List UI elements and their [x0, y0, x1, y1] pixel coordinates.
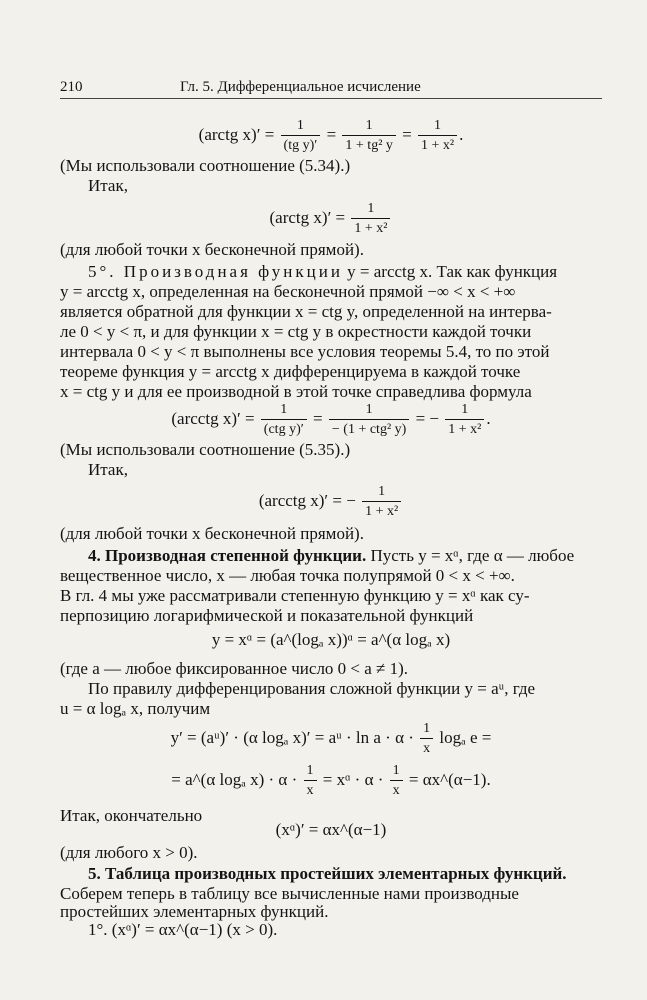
- fraction: [418, 118, 457, 154]
- eq2-lhs: (arctg x)′ =: [269, 208, 346, 227]
- denominator: x: [420, 738, 433, 757]
- note-a-fixed: (где a — любое фиксированное число 0 < a ≠ 1).: [60, 659, 409, 678]
- fraction: [351, 201, 390, 237]
- eq1-lhs: (arctg x)′ =: [198, 125, 275, 144]
- fraction: [261, 402, 307, 438]
- fraction: [342, 118, 395, 154]
- para5-line3: является обратной для функции x = ctg y, определенной на интерва-: [60, 302, 552, 321]
- formula-arcctg-result: [60, 480, 602, 522]
- numerator: 1: [378, 484, 386, 500]
- final-intro: Итак, окончательно: [60, 806, 203, 825]
- formula-power-derivative: (xᵅ)′ = αx^(α−1): [275, 820, 387, 839]
- post-power: (для любого x > 0).: [60, 843, 198, 862]
- denominator: x: [390, 780, 403, 799]
- header-rule: [60, 98, 602, 99]
- denominator: 1 + x²: [445, 419, 484, 438]
- eq4-lhs: (arcctg x)′ = −: [258, 491, 356, 510]
- eq6-part2: logₐ e =: [439, 728, 492, 747]
- denominator: 1 + x²: [418, 135, 457, 154]
- numerator: 1: [434, 118, 442, 134]
- formula-arctg-derivation: (arctg x)′ = $\frac{1}{\text{(tg y)′}}$ = $\frac{1}{\text{1 + tg² y}}$ = $\frac{1}{\text{1 + x²}}$ .: [198, 118, 464, 154]
- denominator: 1 + x²: [351, 218, 390, 237]
- numerator: 1: [367, 201, 375, 217]
- sec5-line3: простейших элементарных функций.: [60, 902, 329, 921]
- sec5-line2: Соберем теперь в таблицу все вычисленные нами производные: [60, 884, 519, 903]
- eq7-part1: = a^(α logₐ x) · α ·: [171, 770, 298, 789]
- sec4-line4: перпозицию логарифмической и показательной функций: [60, 606, 474, 625]
- eq3-equals: = −: [415, 409, 439, 428]
- page-number: 210: [60, 79, 83, 95]
- eq7-part2: = xᵅ · α ·: [322, 770, 384, 789]
- eq7-part3: = αx^(α−1).: [408, 770, 491, 789]
- numerator: 1: [461, 402, 469, 418]
- numerator: 1: [365, 402, 373, 418]
- formula-power-as-exponent: y = xᵅ = (a^(logₐ x))ᵅ = a^(α logₐ x): [211, 630, 451, 649]
- para5-line2: y = arcctg x, определенная на бесконечной прямой −∞ < x < +∞: [60, 282, 516, 301]
- post-arcctg: (для любой точки x бесконечной прямой).: [60, 524, 364, 543]
- formula-arcctg-derivation: (arcctg x)′ = $\frac{1}{\text{(ctg y)′}}$ = $\frac{1}{\text{− (1 + ctg² y)}}$ = − $\frac{1}{\text{1 + x²}}$ .: [171, 402, 491, 438]
- formula-chain-derivative: [60, 718, 602, 758]
- para5-line5: интервала 0 < y < π выполнены все условия теоремы 5.4, то по этой: [60, 342, 550, 361]
- formula-chain-simplified: [60, 760, 602, 800]
- numerator: 1: [392, 763, 400, 779]
- denominator: 1 + tg² y: [342, 135, 395, 154]
- denominator: 1 + x²: [362, 501, 401, 520]
- sec4-title: 4. Производная степенной функции.: [88, 546, 367, 565]
- numerator: 1: [296, 118, 304, 134]
- itak-2: Итак,: [88, 460, 128, 479]
- table-item-1: 1°. (xᵅ)′ = αx^(α−1) (x > 0).: [88, 920, 278, 939]
- sec5-title-text: 5. Таблица производных простейших элементарных функций.: [88, 864, 567, 883]
- fraction: [304, 763, 317, 799]
- note-5-34: (Мы использовали соотношение (5.34).): [60, 156, 351, 175]
- numerator: 1: [423, 721, 431, 737]
- para5-line1-rest: y = arcctg x. Так как функция: [347, 262, 558, 281]
- itak-1: Итак,: [88, 176, 128, 195]
- sec4-line2: вещественное число, x — любая точка полупрямой 0 < x < +∞.: [60, 566, 515, 585]
- para5-line1: [88, 262, 602, 282]
- para5-line4: ле 0 < y < π, и для функции x = ctg y в окрестности каждой точки: [60, 322, 532, 341]
- para5-heading: 5°. Производная функции: [88, 262, 343, 281]
- eq3-lhs: (arcctg x)′ =: [171, 409, 255, 428]
- denominator: (tg y)′: [281, 135, 321, 154]
- eq6-part1: y′ = (aᵘ)′ · (α logₐ x)′ = aᵘ · ln a · α ·: [170, 728, 414, 747]
- sec4-line1-rest: Пусть y = xᵅ, где α — любое: [370, 546, 575, 565]
- running-header: [60, 77, 602, 97]
- fraction: [420, 721, 433, 757]
- numerator: 1: [280, 402, 288, 418]
- denominator: x: [304, 780, 317, 799]
- denominator: − (1 + ctg² y): [329, 419, 409, 438]
- chain-rule-line2: u = α logₐ x, получим: [60, 699, 211, 718]
- formula-arctg-result: [60, 197, 602, 239]
- fraction: [445, 402, 484, 438]
- eq1-end: .: [459, 125, 464, 144]
- para5-line7: x = ctg y и для ее производной в этой точке справедлива формула: [60, 382, 532, 401]
- sec4-line1: [88, 546, 602, 566]
- fraction: [329, 402, 409, 438]
- fraction: [362, 484, 401, 520]
- numerator: 1: [365, 118, 373, 134]
- eq3-end: .: [486, 409, 491, 428]
- fraction: [390, 763, 403, 799]
- chain-rule-line1: По правилу дифференцирования сложной функции y = aᵘ, где: [88, 679, 536, 698]
- note-5-35: (Мы использовали соотношение (5.35).): [60, 440, 351, 459]
- sec5-title: [88, 864, 602, 884]
- sec4-line3: В гл. 4 мы уже рассматривали степенную функцию y = xᵅ как су-: [60, 586, 530, 605]
- para5-line6: теореме функция y = arcctg x дифференцируема в каждой точке: [60, 362, 521, 381]
- post-arctg: (для любой точки x бесконечной прямой).: [60, 240, 364, 259]
- running-title: Гл. 5. Дифференциальное исчисление: [180, 79, 421, 95]
- numerator: 1: [306, 763, 314, 779]
- fraction: [281, 118, 321, 154]
- denominator: (ctg y)′: [261, 419, 307, 438]
